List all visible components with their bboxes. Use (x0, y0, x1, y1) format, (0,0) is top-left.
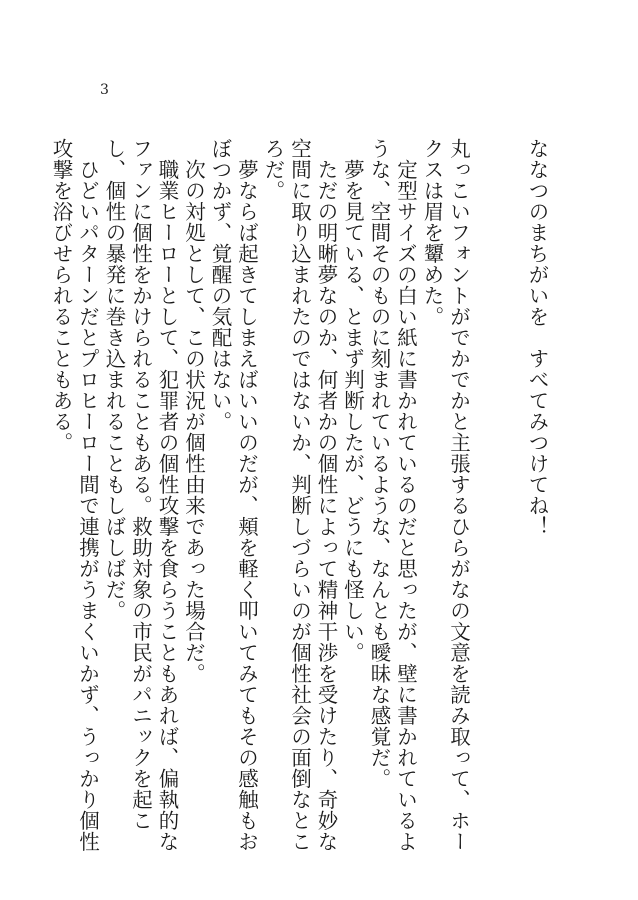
page-heading: ななつのまちがいを すべてみつけてね！ (525, 138, 549, 537)
paragraph: 次の対処として、この状況が個性由来であった場合だ。 (181, 158, 206, 684)
paragraph: 定型サイズの白い紙に書かれているのだと思ったが、壁に書かれているような、空間そのものに刻まれているような、なんとも曖昧な感覚だ。 (367, 138, 418, 852)
paragraph: ただの明晰夢なのか、何者かの個性によって精神干渉を受けたり、奇妙な空間に取り込まれたのではないか、判断しづらいのが個性社会の面倒なところだ。 (261, 138, 338, 852)
paragraph: 夢を見ている、とまず判断したが、どうにも怪しい。 (340, 158, 365, 663)
vertical-text-body (49, 138, 550, 858)
paragraph: 職業ヒーローとして、犯罪者の個性攻撃を食らうこともあれば、偏執的なファンに個性をかけられることもある。救助対象の市民がパニックを起こし、個性の暴発に巻き込まれることもしばしばだ。 (102, 138, 179, 852)
page-number: 3 (100, 82, 109, 98)
paragraph: 夢ならば起きてしまえばいいのだが、頬を軽く叩いてみてもその感触もおぼつかず、覚醒の気配はない。 (208, 138, 259, 852)
paragraph: 丸っこいフォントがでかでかと主張するひらがなの文意を読み取って、ホークスは眉を顰めた。 (420, 138, 471, 852)
paragraph: ひどいパターンだとプロヒーロー間で連携がうまくいかず、うっかり個性攻撃を浴びせられることもある。 (49, 138, 100, 852)
